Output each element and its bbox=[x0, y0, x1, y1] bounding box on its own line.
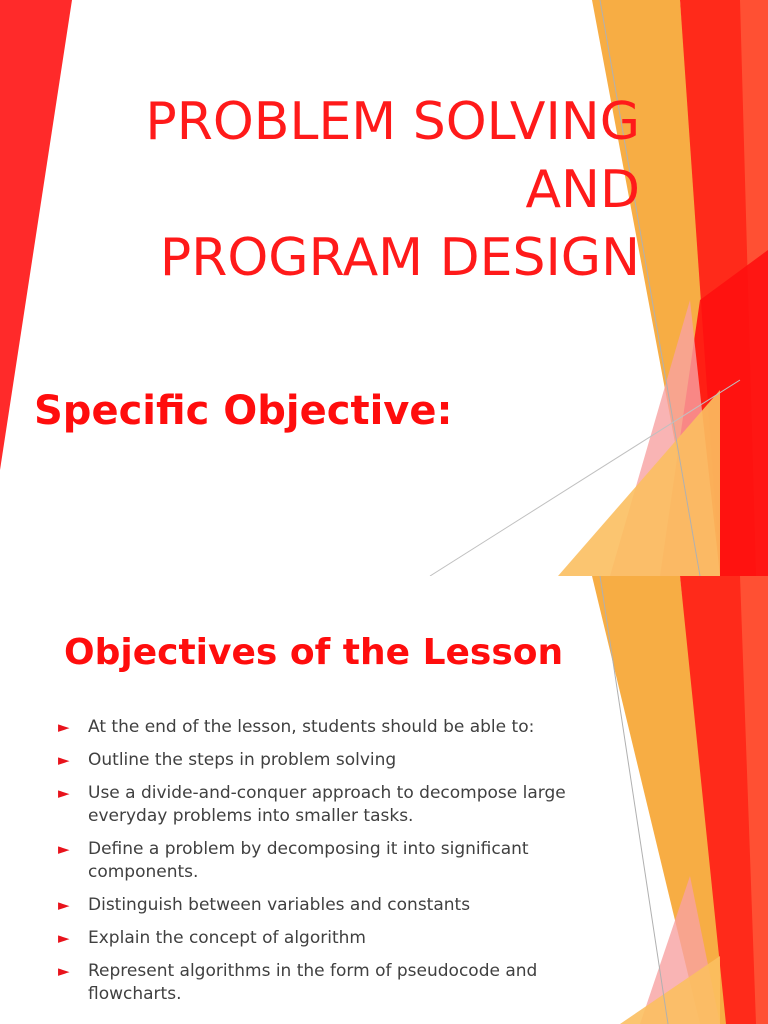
list-item bbox=[58, 749, 606, 772]
objectives-list bbox=[58, 716, 606, 1016]
list-item bbox=[58, 716, 606, 739]
title-line: AND bbox=[525, 160, 640, 220]
list-item-text: Explain the concept of algorithm bbox=[88, 928, 366, 948]
title-line: PROBLEM SOLVING bbox=[145, 92, 640, 152]
list-item bbox=[58, 838, 606, 884]
right-pointer-icon: ► bbox=[58, 784, 70, 802]
list-item-text: Outline the steps in problem solving bbox=[88, 750, 397, 770]
list-item-text: Distinguish between variables and constants bbox=[88, 895, 471, 915]
list-item bbox=[58, 927, 606, 950]
specific-objective-heading: Specific Objective: bbox=[34, 388, 453, 434]
list-item-text: Define a problem by decomposing it into significant components. bbox=[88, 839, 529, 882]
right-pointer-icon: ► bbox=[58, 718, 70, 736]
slide-title: Objectives of the Lesson bbox=[64, 632, 564, 673]
list-item bbox=[58, 960, 606, 1006]
right-pointer-icon: ► bbox=[58, 751, 70, 769]
list-item bbox=[58, 894, 606, 917]
right-pointer-icon: ► bbox=[58, 896, 70, 914]
list-item-text: At the end of the lesson, students should be able to: bbox=[88, 717, 535, 737]
right-pointer-icon: ► bbox=[58, 962, 70, 980]
title-line: PROGRAM DESIGN bbox=[159, 228, 640, 288]
list-item bbox=[58, 782, 606, 828]
presentation-title bbox=[40, 88, 640, 292]
list-item-text: Represent algorithms in the form of pseudocode and flowcharts. bbox=[88, 961, 538, 1004]
right-light-orange-wedge bbox=[558, 390, 720, 576]
right-pointer-icon: ► bbox=[58, 929, 70, 947]
objectives-slide bbox=[0, 576, 768, 1024]
right-pointer-icon: ► bbox=[58, 840, 70, 858]
list-item-text: Use a divide-and-conquer approach to decompose large everyday problems into smaller tasks. bbox=[88, 783, 566, 826]
